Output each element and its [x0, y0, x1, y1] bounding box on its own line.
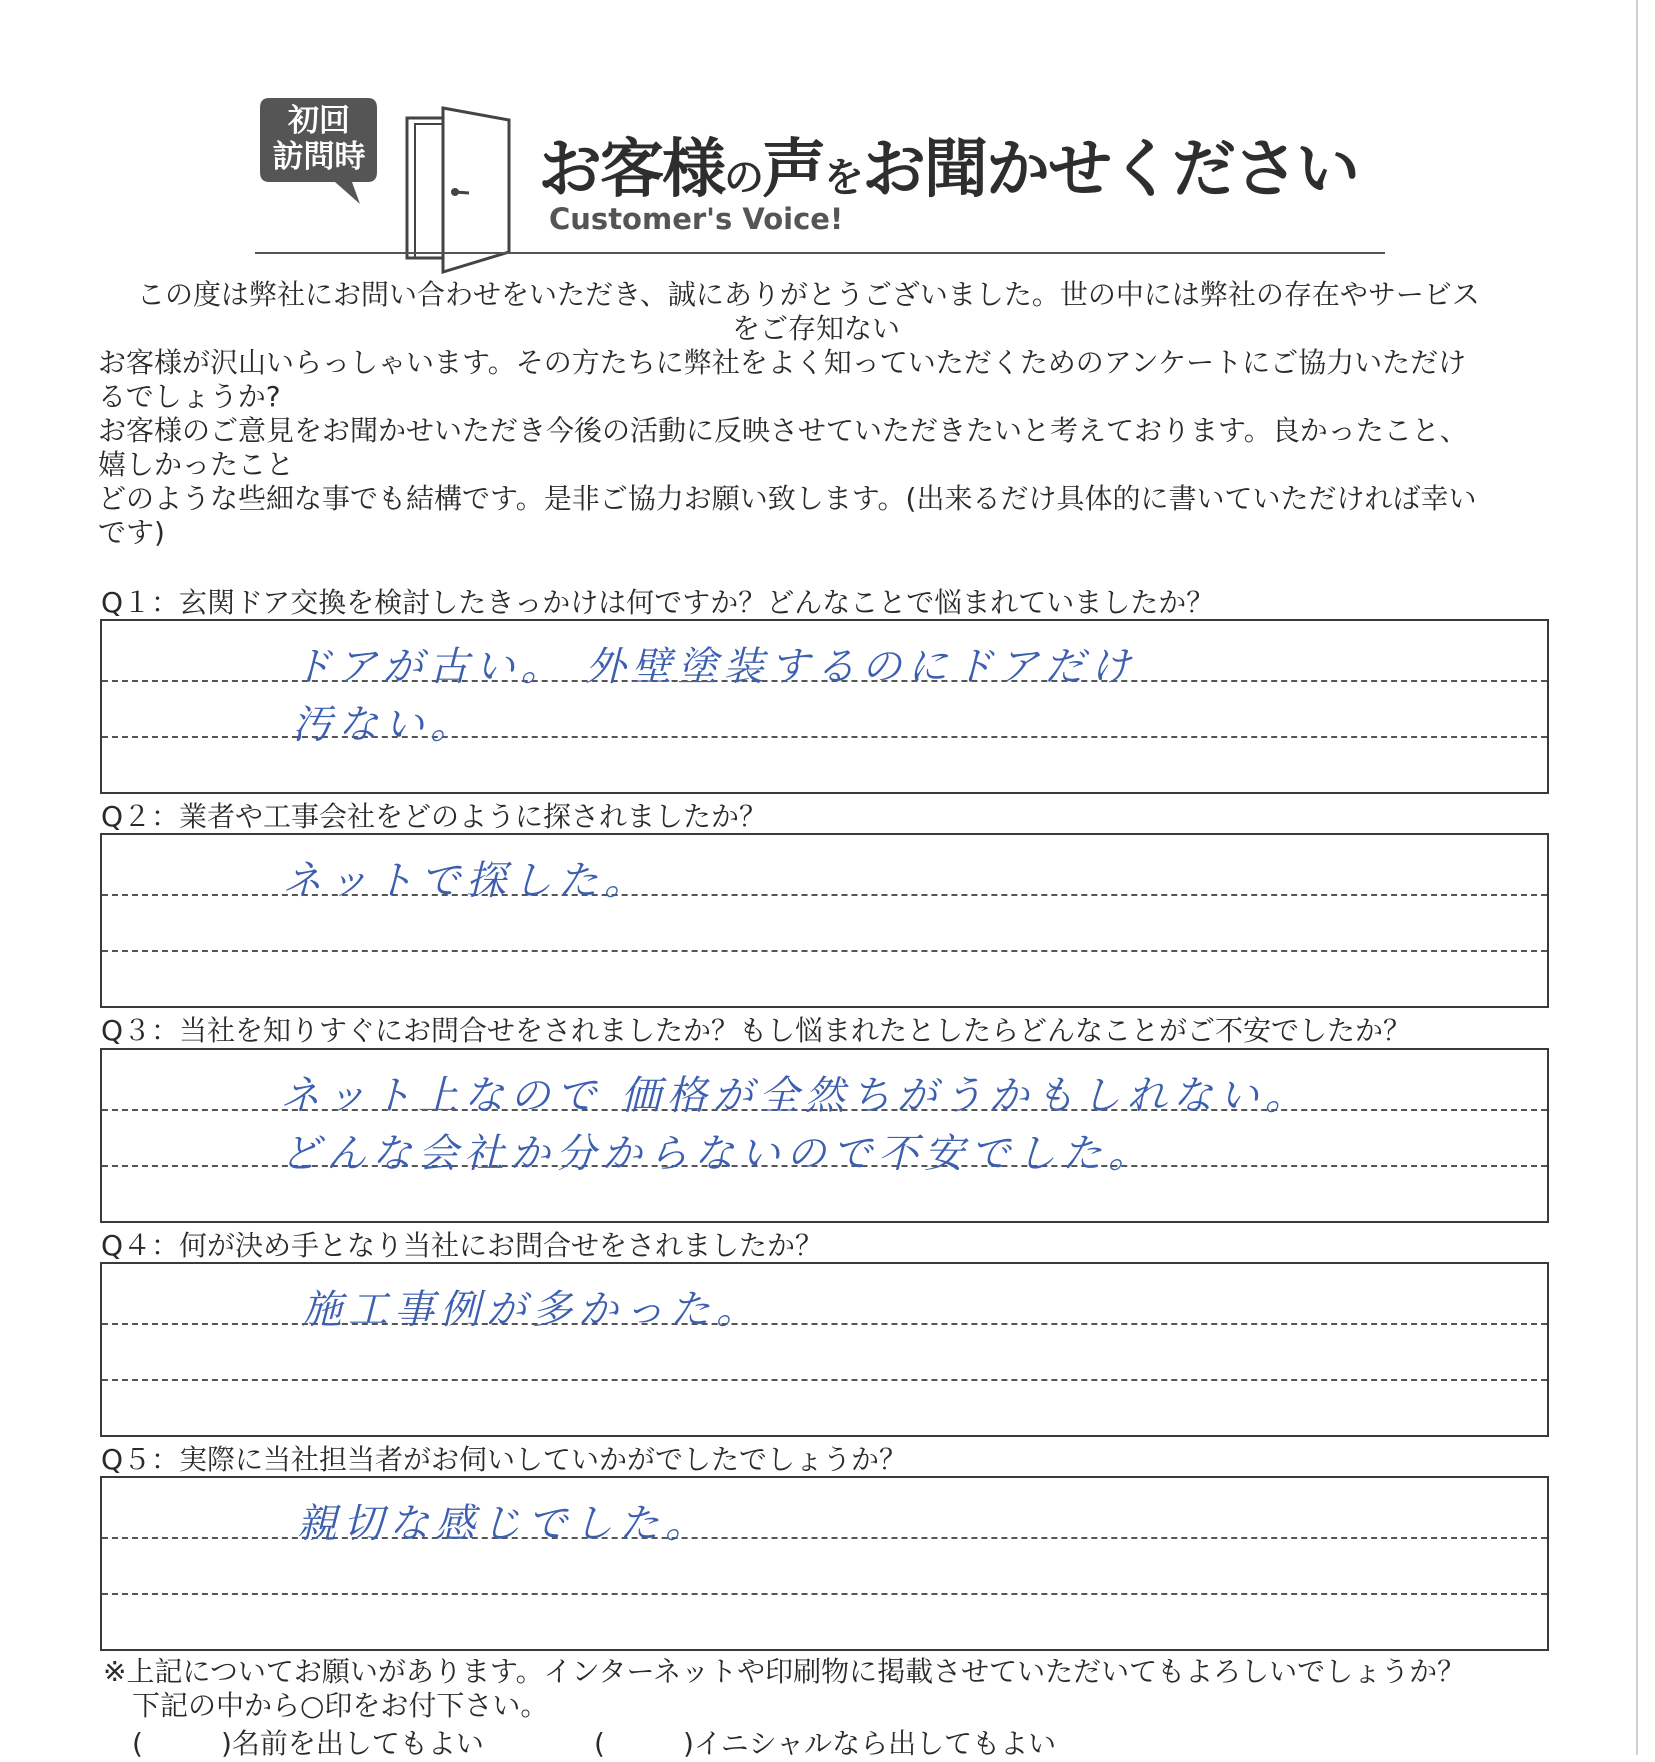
handwritten-answer: 親切な感じでした。: [297, 1501, 711, 1547]
question-label: Q３：当社を知りすぐにお問合せをされましたか？もし悩まれたとしたらどんなことがご不安でしたか？: [101, 1014, 1412, 1047]
answer-box: [100, 619, 1549, 794]
answer-rule: [102, 1379, 1547, 1381]
option-open-paren: (: [594, 1727, 605, 1760]
scan-edge: [1636, 0, 1638, 1755]
handwritten-answer: どんな会社か分からないので不安でした。: [280, 1131, 1154, 1177]
handwritten-answer: 施工事例が多かった。: [302, 1287, 762, 1333]
option-label: )名前を出してもよい: [220, 1727, 484, 1760]
answer-box: [100, 833, 1549, 1008]
question-label: Q１：玄関ドア交換を検討したきっかけは何ですか？どんなことで悩まれていましたか？: [101, 586, 1215, 619]
handwritten-answer: ネット上なので 価格が全然ちがうかもしれない。: [280, 1073, 1311, 1119]
badge-line-2: 訪問時: [272, 139, 366, 175]
consent-note: ※上記についてお願いがあります。インターネットや印刷物に掲載させていただいてもよろしいでしょうか？: [103, 1655, 1466, 1688]
option-label: )イニシャルなら出してもよい: [682, 1727, 1057, 1760]
intro-line: お客様が沢山いらっしゃいます。その方たちに弊社をよく知っていただくためのアンケートにご協力いただけ: [98, 346, 1467, 379]
option-open-paren: (: [132, 1727, 143, 1760]
intro-line: をご存知ない: [732, 312, 901, 345]
answer-box: [100, 1048, 1549, 1223]
answer-rule: [102, 950, 1547, 952]
answer-rule: [102, 1593, 1547, 1595]
answer-box: [100, 1262, 1549, 1437]
intro-line: です): [98, 516, 165, 549]
badge-line-1: 初回: [288, 103, 350, 139]
handwritten-answer: 汚ない。: [292, 702, 476, 748]
intro-line: 嬉しかったこと: [98, 448, 295, 481]
consent-option-name[interactable]: [132, 1722, 484, 1762]
page-title: お客様の声をお聞かせください: [538, 133, 1358, 207]
question-label: Q４：何が決め手となり当社にお問合せをされましたか？: [101, 1229, 824, 1262]
question-label: Q５：実際に当社担当者がお伺いしていかがでしたでしょうか？: [101, 1443, 908, 1476]
answer-box: [100, 1476, 1549, 1651]
handwritten-answer: ドアが古い。 外壁塗装するのにドアだけ: [292, 644, 1137, 690]
intro-line: どのような些細な事でも結構です。是非ご協力お願い致します。(出来るだけ具体的に書いていただければ幸い: [98, 482, 1477, 515]
consent-option-initials[interactable]: [594, 1722, 1056, 1762]
question-label: Q２：業者や工事会社をどのように探されましたか？: [101, 800, 768, 833]
intro-line: お客様のご意見をお聞かせいただき今後の活動に反映させていただきたいと考えております。良かったこと、: [98, 414, 1468, 447]
intro-line: この度は弊社にお問い合わせをいただき、誠にありがとうございました。世の中には弊社の存在やサービス: [137, 278, 1480, 311]
header-divider: [255, 252, 1385, 254]
page-subtitle: Customer's Voice!: [549, 202, 844, 236]
intro-line: るでしょうか?: [98, 380, 281, 413]
door-icon: [405, 104, 513, 276]
handwritten-answer: ネットで探した。: [282, 858, 650, 904]
consent-instruction: 下記の中から○印をお付下さい。: [132, 1689, 549, 1722]
